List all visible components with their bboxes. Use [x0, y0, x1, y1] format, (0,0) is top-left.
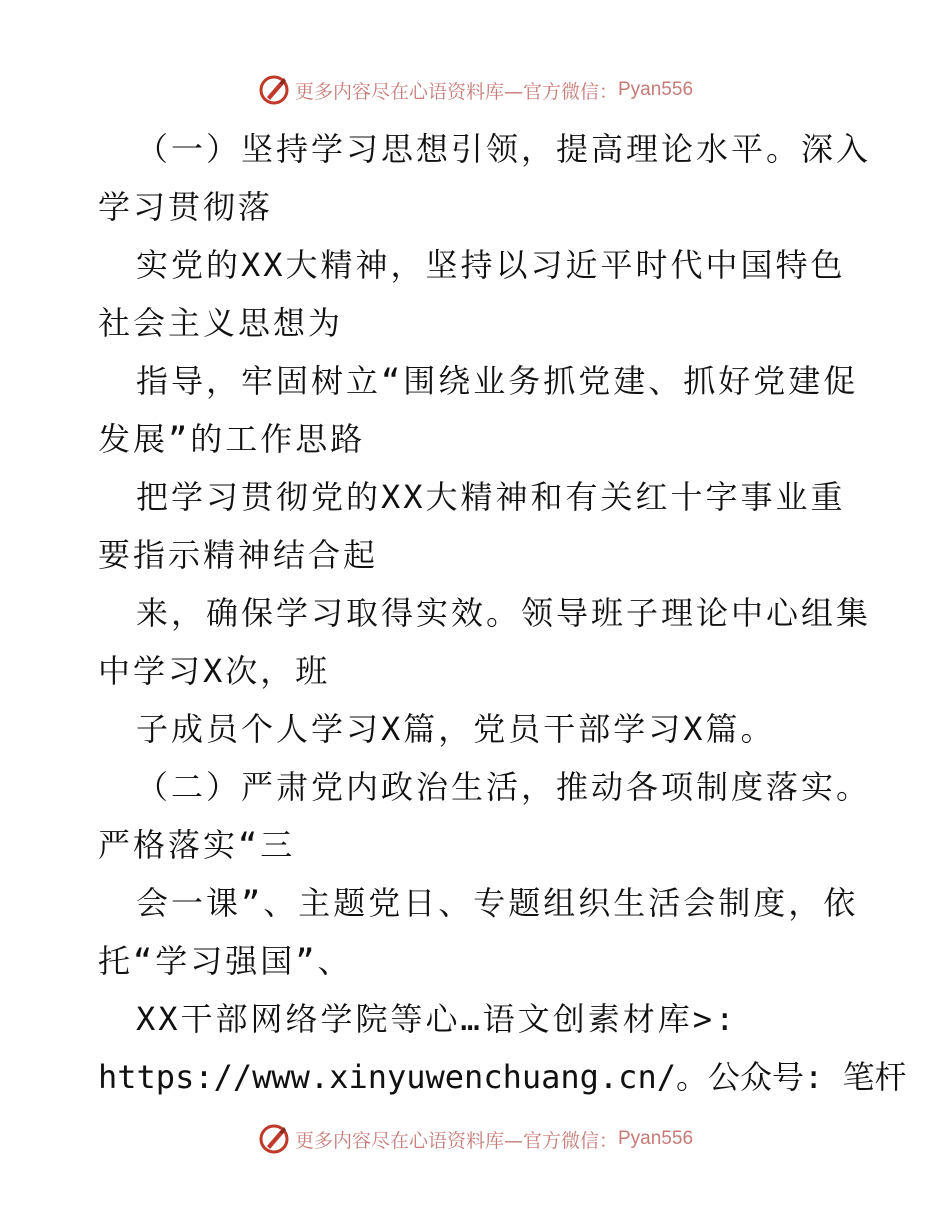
body-line: 来，确保学习取得实效。领导班子理论中心组集	[136, 594, 872, 632]
body-line: 要指示精神结合起	[98, 536, 379, 574]
pen-logo-icon	[257, 73, 291, 107]
header-wechat-id: Pyan556	[618, 79, 694, 100]
body-line: （二）严肃党内政治生活，推动各项制度落实。	[136, 768, 872, 806]
body-line-url: https://www.xinyuwenchuang.cn/。公众号: 笔杆	[98, 1058, 907, 1096]
body-line: 托“学习强国”、	[98, 942, 353, 980]
body-line: 社会主义思想为	[98, 304, 344, 342]
body-line: 指导，牢固树立“围绕业务抓党建、抓好党建促	[136, 362, 859, 400]
document-body	[98, 120, 907, 1106]
header-banner	[0, 70, 950, 110]
body-line: 发展”的工作思路	[98, 420, 366, 458]
body-line: （一）坚持学习思想引领，提高理论水平。深入	[136, 130, 872, 168]
footer-banner	[0, 1119, 950, 1159]
footer-wechat-id: Pyan556	[618, 1128, 694, 1149]
pen-logo-icon	[257, 1122, 291, 1156]
body-line: XX干部网络学院等心…语文创素材库>:	[136, 1000, 738, 1038]
body-line: 严格落实“三	[98, 826, 296, 864]
body-line: 会一课”、主题党日、专题组织生活会制度，依	[136, 884, 859, 922]
body-line: 子成员个人学习X篇，党员干部学习X篇。	[136, 710, 776, 748]
body-line: 把学习贯彻党的XX大精神和有关红十字事业重	[136, 478, 846, 516]
header-promo-text: 更多内容尽在心语资料库—官方微信：	[294, 80, 618, 103]
body-line: 实党的XX大精神，坚持以习近平时代中国特色	[136, 246, 846, 284]
body-line: 学习贯彻落	[98, 188, 274, 226]
body-line: 中学习X次，班	[98, 652, 331, 690]
footer-promo-text: 更多内容尽在心语资料库—官方微信：	[294, 1129, 618, 1152]
